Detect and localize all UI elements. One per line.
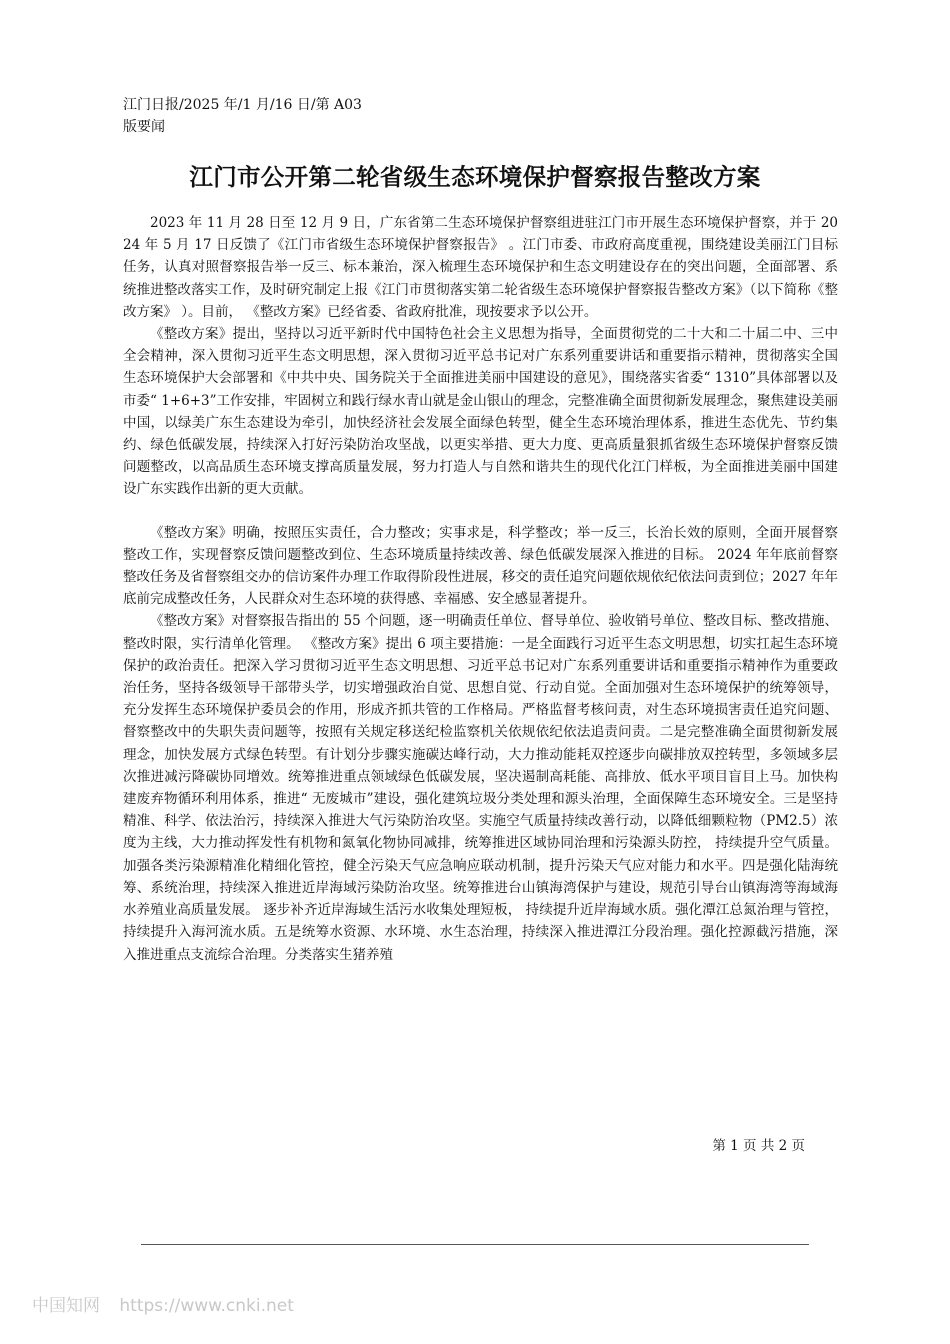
newspaper-source-line: 江门日报/2025 年/1 月/16 日/第 A03 — [123, 97, 362, 113]
article-body — [123, 212, 838, 966]
cnki-watermark — [32, 1294, 294, 1318]
page-number: 第 1 页 共 2 页 — [712, 1138, 805, 1154]
newspaper-section-line: 版要闻 — [123, 119, 165, 135]
watermark-url: https://www.cnki.net — [119, 1296, 294, 1316]
article-paragraph: 《整改方案》提出，坚持以习近平新时代中国特色社会主义思想为指导，全面贯彻党的二十大和二十届二中、三中全会精神，深入贯彻习近平生态文明思想，深入贯彻习近平总书记对广东系列重要讲话和重要指示精神，贯彻落实全国生态环境保护大会部署和《中共中央、国务院关于全面推进美丽中国建设的意见》，围绕落实省委“ 1310”具体部署以及市委“ 1+6+3”工作安排，牢固树立和践行绿水青山就是金山银山的理念，完整准确全面贯彻新发展理念，聚焦建设美丽中国，以绿美广东生态建设为牵引，加快经济社会发展全面绿色转型，健全生态环境治理体系，推进生态优先、节约集约、绿色低碳发展，持续深入打好污染防治攻坚战，以更实举措、更大力度、更高质量狠抓省级生态环境保护督察反馈问题整改，以高品质生态环境支撑高质量发展，努力打造人与自然和谐共生的现代化江门样板，为全面推进美丽中国建设广东实践作出新的更大贡献。 — [123, 326, 838, 498]
watermark-site-name: 中国知网 — [32, 1296, 100, 1316]
article-title: 江门市公开第二轮省级生态环境保护督察报告整改方案 — [189, 163, 761, 191]
footer-divider — [141, 1244, 809, 1245]
article-paragraph: 《整改方案》对督察报告指出的 55 个问题，逐一明确责任单位、督导单位、验收销号单位、整改目标、整改措施、整改时限，实行清单化管理。 《整改方案》提出 6 项主要措施：一是全面践行习近平生态文明思想，切实扛起生态环境保护的政治责任。把深入学习贯彻习近平生态文明思想、习近平总书记对广东系列重要讲话和重要指示精神作为重要政治任务，坚持各级领导干部带头学，切实增强政治自觉、思想自觉、行动自觉。全面加强对生态环境保护的统筹领导，充分发挥生态环境保护委员会的作用，形成齐抓共管的工作格局。严格监督考核问责，对生态环境损害责任追究问题、督察整改中的失职失责问题等，按照有关规定移送纪检监察机关依规依纪依法追责问责。二是完整准确全面贯彻新发展理念，加快发展方式绿色转型。有计划分步骤实施碳达峰行动，大力推动能耗双控逐步向碳排放双控转型，多领域多层次推进减污降碳协同增效。统筹推进重点领域绿色低碳发展，坚决遏制高耗能、高排放、低水平项目盲目上马。加快构建废弃物循环利用体系，推进“ 无废城市”建设，强化建筑垃圾分类处理和源头治理，全面保障生态环境安全。三是坚持精准、科学、依法治污，持续深入推进大气污染防治攻坚。实施空气质量持续改善行动，以降低细颗粒物（PM2.5）浓度为主线，大力推动挥发性有机物和氮氧化物协同减排，统筹推进区域协同治理和污染源头防控， 持续提升空气质量。 加强各类污染源精准化精细化管控，健全污染天气应急响应联动机制，提升污染天气应对能力和水平。四是强化陆海统筹、系统治理，持续深入推进近岸海域污染防治攻坚。统筹推进台山镇海湾保护与建设，规范引导台山镇海湾等海域海水养殖业高质量发展。 逐步补齐近岸海域生活污水收集处理短板， 持续提升近岸海域水质。强化潭江总氮治理与管控，持续提升入海河流水质。五是统筹水资源、水环境、水生态治理，持续深入推进潭江分段治理。强化控源截污措施，深入推进重点支流综合治理。分类落实生猪养殖 — [123, 613, 838, 963]
article-paragraph: 《整改方案》明确，按照压实责任，合力整改；实事求是，科学整改；举一反三，长治长效的原则，全面开展督察整改工作，实现督察反馈问题整改到位、生态环境质量持续改善、绿色低碳发展深入推进的目标。 2024 年年底前督察整改任务及省督察组交办的信访案件办理工作取得阶段性进展，移交的责任追究问题依规依纪依法问责到位；2027 年年底前完成整改任务，人民群众对生态环境的获得感、幸福感、安全感显著提升。 — [123, 524, 838, 608]
article-paragraph: 2023 年 11 月 28 日至 12 月 9 日，广东省第二生态环境保护督察组进驻江门市开展生态环境保护督察，并于 2024 年 5 月 17 日反馈了《江门市省级生态环境保护督察报告》 。江门市委、市政府高度重视，围绕建设美丽江门目标任务，认真对照督察报告举一反三、标本兼治，深入梳理生态环境保护和生态文明建设存在的突出问题，全面部署、系统推进整改落实工作，及时研究制定上报《江门市贯彻落实第二轮省级生态环境保护督察报告整改方案》（以下简称《整改方案》 ）。目前， 《整改方案》已经省委、省政府批准，现按要求予以公开。 — [123, 215, 838, 320]
